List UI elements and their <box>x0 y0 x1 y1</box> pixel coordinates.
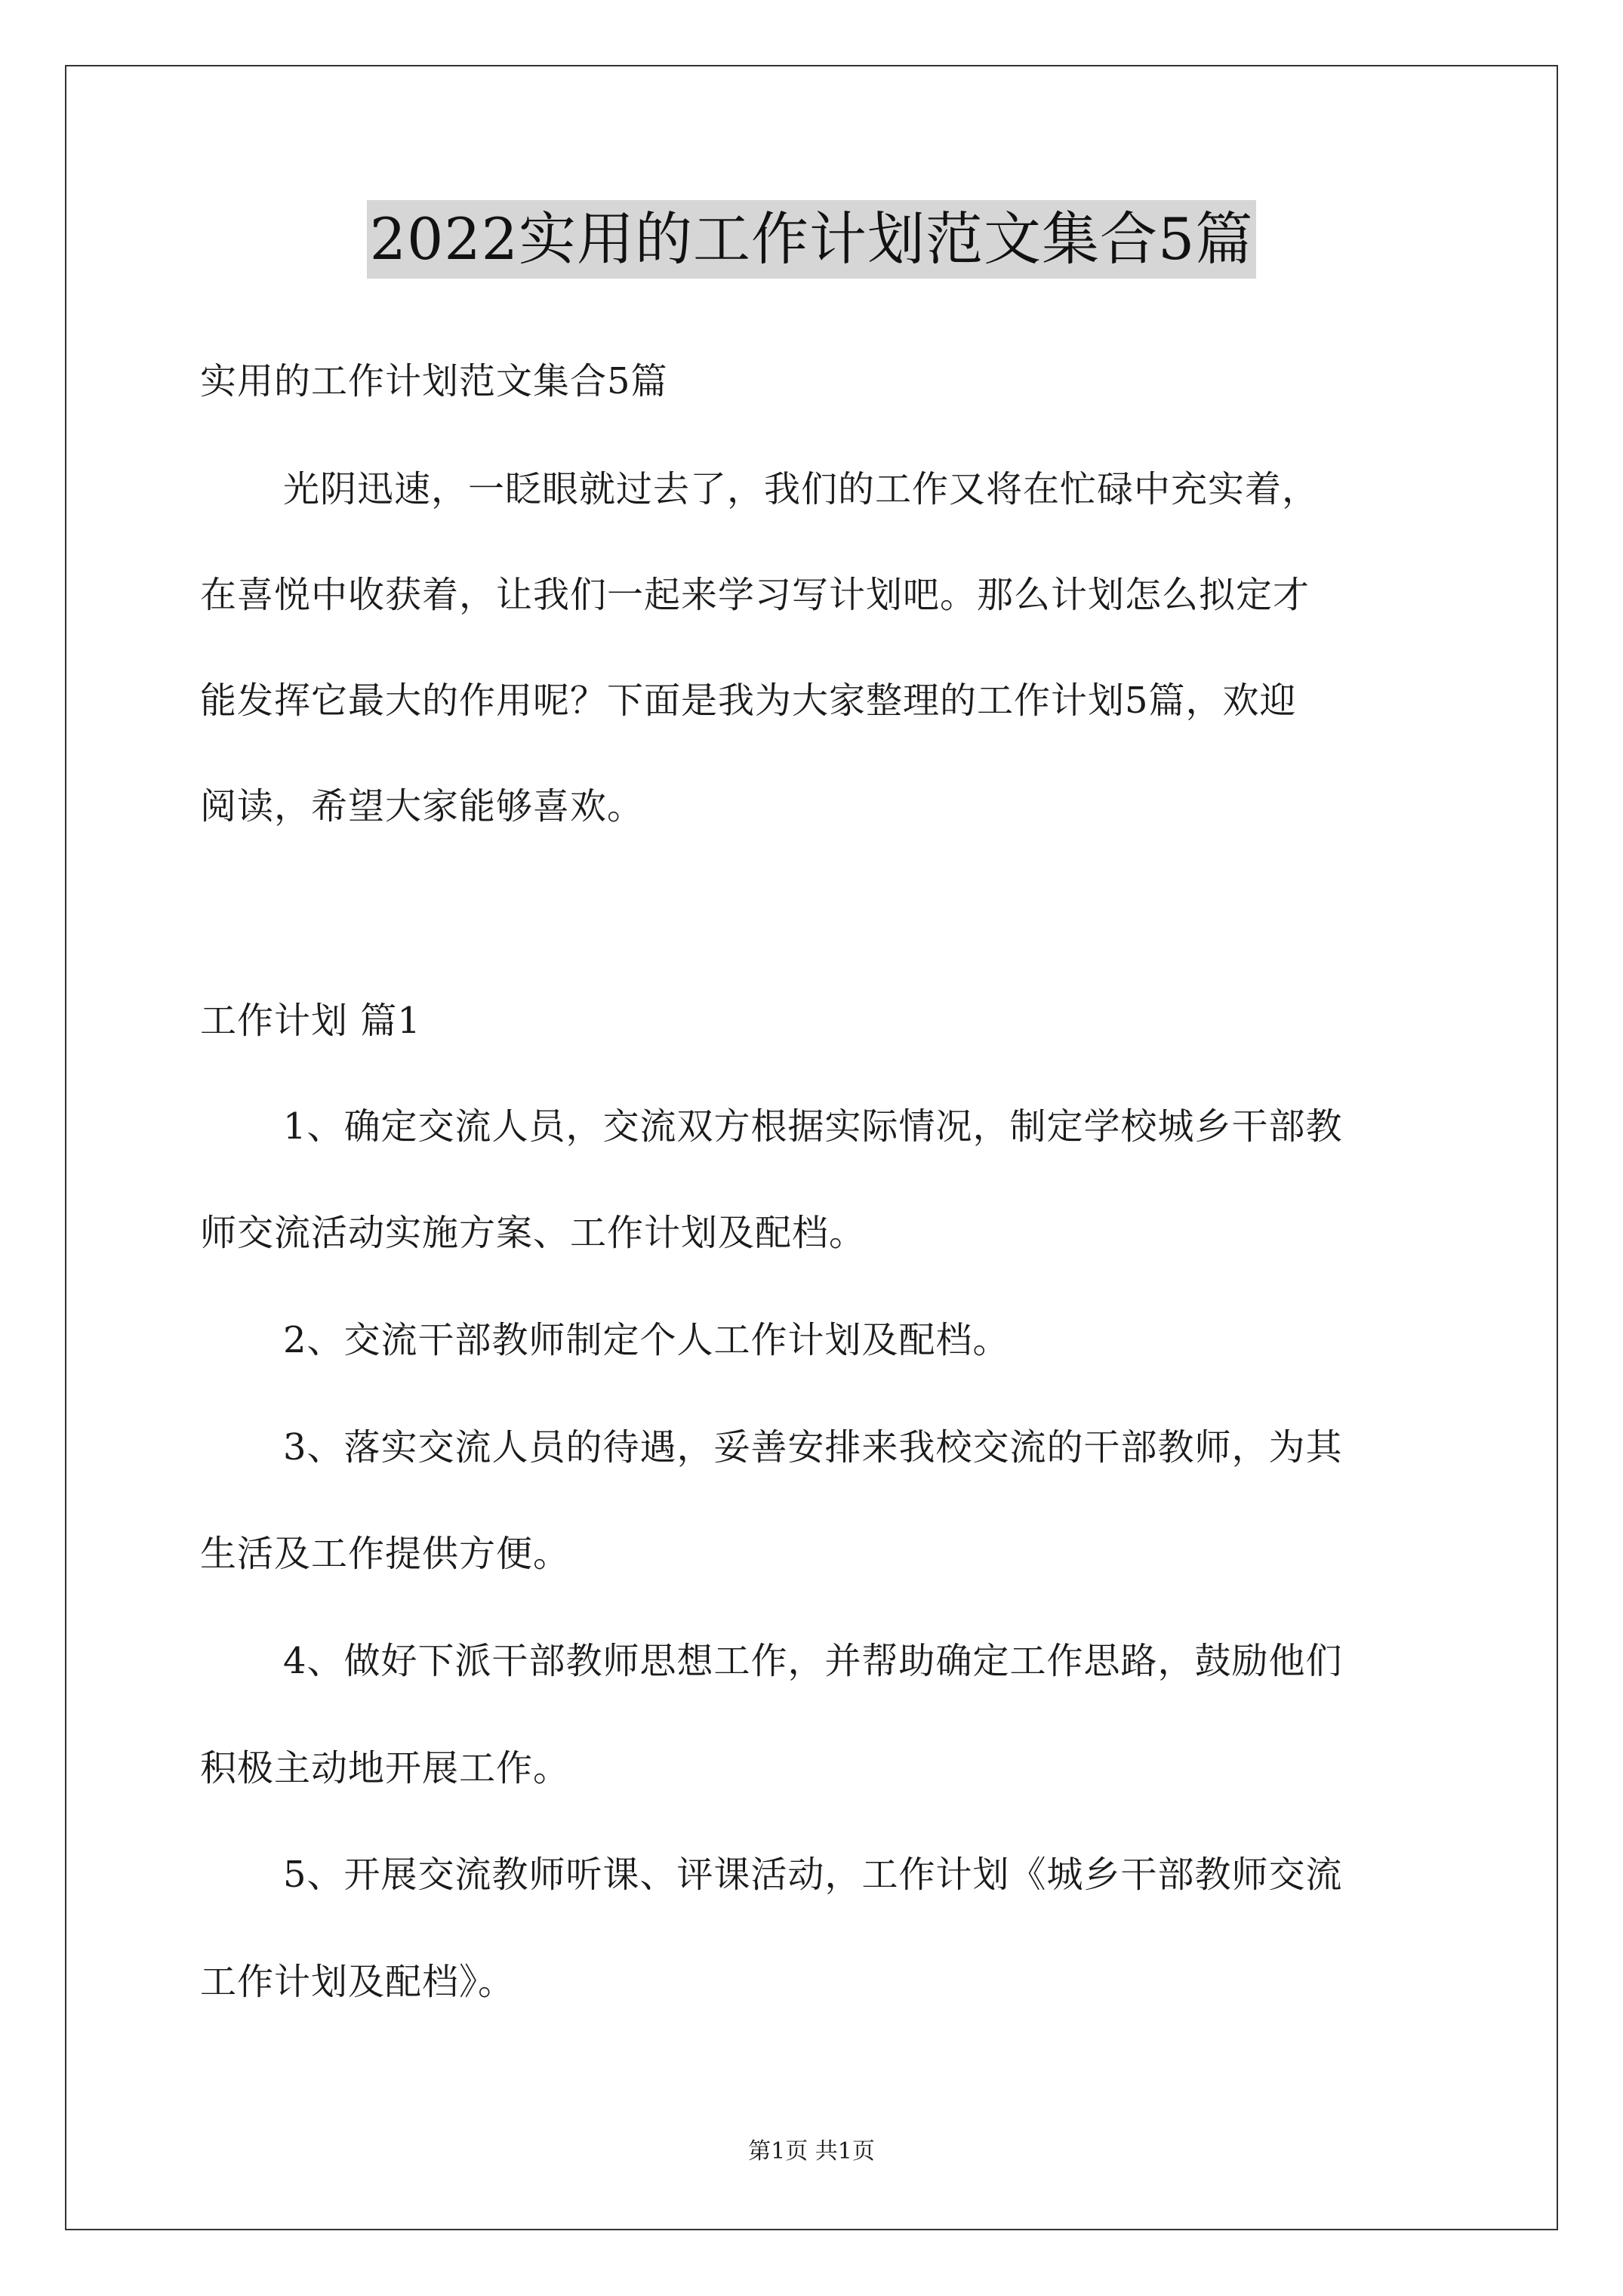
list-item-continuation: 师交流活动实施方案、工作计划及配档。 <box>200 1212 867 1254</box>
title-container <box>0 200 1623 279</box>
page-footer: 第1页 共1页 <box>748 2138 875 2165</box>
list-item: 2、交流干部教师制定个人工作计划及配档。 <box>283 1319 1010 1361</box>
list-item-continuation: 积极主动地开展工作。 <box>200 1747 571 1789</box>
intro-line: 阅读，希望大家能够喜欢。 <box>200 785 645 827</box>
list-item: 1、确定交流人员，交流双方根据实际情况，制定学校城乡干部教 <box>283 1105 1343 1148</box>
list-item: 3、落实交流人员的待遇，妥善安排来我校交流的干部教师，为其 <box>283 1426 1343 1469</box>
intro-line: 光阴迅速，一眨眼就过去了，我们的工作又将在忙碌中充实着， <box>283 468 1320 510</box>
document-subtitle: 实用的工作计划范文集合5篇 <box>200 360 668 402</box>
section-heading: 工作计划 篇1 <box>200 1000 421 1042</box>
list-item: 4、做好下派干部教师思想工作，并帮助确定工作思路，鼓励他们 <box>283 1640 1343 1682</box>
document-title: 2022实用的工作计划范文集合5篇 <box>367 200 1257 279</box>
list-item-continuation: 工作计划及配档》。 <box>200 1961 516 2003</box>
list-item: 5、开展交流教师听课、评课活动，工作计划《城乡干部教师交流 <box>283 1854 1343 1896</box>
intro-line: 能发挥它最大的作用呢？下面是我为大家整理的工作计划5篇，欢迎 <box>200 680 1297 722</box>
list-item-continuation: 生活及工作提供方便。 <box>200 1533 571 1575</box>
intro-line: 在喜悦中收获着，让我们一起来学习写计划吧。那么计划怎么拟定才 <box>200 574 1310 616</box>
